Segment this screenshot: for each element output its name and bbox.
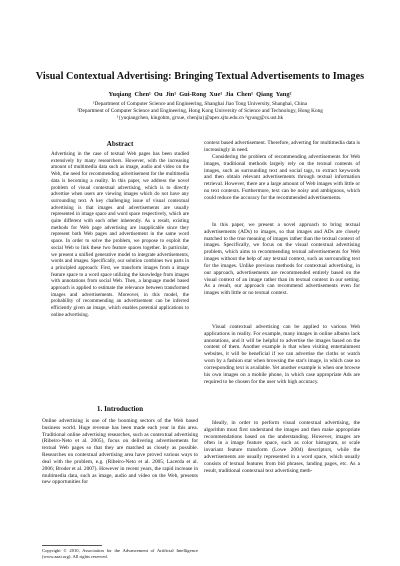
affiliation-sjtu: ¹Department of Computer Science and Engineering, Shanghai Jiao Tong University, Shanghai, China	[92, 101, 308, 107]
right-paragraph-4: Visual contextual advertising can be applied to various Web applications in reality. For example, many images in online albums lack annotations, and it will be helpful to advertise the images based on the content of them. Another example is that when visiting entertainment websites, it will be beneficial if we can advertise the cloths or watch worn by a fashion star when browsing the star's image, in which case no corresponding text is available. Yet another example is when one browse his own images on a mobile phone, in which case appropriate Ads are required to be chosen for the user with high accuracy.	[204, 324, 360, 385]
right-paragraph-2: Considering the problem of recommending advertisements for Web images, traditional methods largely rely on the textual contents of images, such as surrounding text and social tags, to extract keywords and then obtain relevant advertisements through textual information retrieval. However, there are a large amount of Web images with little or no text contexts. Furthermore, text can be noisy and ambiguous, which could reduce the accuracy for the recommended advertisements.	[204, 154, 360, 201]
author-list: Yuqiang Chen¹ Ou Jin¹ Gui-Rong Xue¹ Jia Chen¹ Qiang Yang²	[108, 91, 292, 98]
right-paragraph-3: In this paper, we present a novel approach to bring textual advertisements (ADs) to images, so that images and ADs are closely matched to the true meaning of images rather than the textual context of images. Specifically, we focus on the visual contextual advertising problem, which aims to recommending textual advertisements for Web images without the help of any textual context, such as surrounding text for the images. Unlike previous methods for contextual advertising, in our approach, advertisements are recommended entirely based on the visual context of an image rather than its textual context in our setting. As a result, our approach can recommend advertisements even for images with little or no textual context.	[204, 222, 360, 297]
right-paragraph-1: context based advertisement. Therefore, adverting for multimedia data is increasingly in need.	[204, 140, 360, 153]
footnote-rule	[42, 545, 102, 546]
abstract-text: Advertising in the case of textual Web pages has been studied extensively by many researchers. However, with the increasing amount of multimedia data such as image, audio and video on the Web, the need for recommending advertisement for the multimedia data is becoming a reality. In this paper, we address the novel problem of visual contextual advertising, which is to directly advertise when users are viewing images which do not have any surrounding text. A key challenging issue of visual contextual advertising is that images and advertisements are usually represented in image space and word space respectively, which are quite different with each other inherently. As a result, existing methods for Web page advertising are inapplicable since they represent both Web pages and advertisement in the same word space. In order to solve the problem, we propose to exploit the social Web to link these two feature spaces together. In particular, we present a unified generative model to integrate advertisements, words and images. Specifically, our solution combines two parts in a principled approach: First, we transform images from a image feature space to a word space utilizing the knowledge from images with annotations from social Web. Then, a language model based approach is applied to estimate the relevance between transformed images and advertisements. Moreover, in this model, the probability of recommending an advertisement can be inferred efficiently given an image, which enables potential applications to online advertising.	[51, 151, 189, 318]
right-paragraph-5: Ideally, in order to perform visual contextual advertising, the algorithm must first understand the images and then make appropriate recommendations based on the understanding. However, images are often in a image feature space, such as color histogram, or scale invariant feature transform (Lowe 2004) descriptors, while the advertisements are usually represented in a word space, which usually consists of textual features from bid phrases, landing pages, etc. As a result, traditional contextual text advertising meth-	[204, 420, 360, 474]
intro-heading: 1. Introduction	[96, 405, 144, 413]
author-emails: ¹{yuqiangchen, kingohm, grxue, chenjia}@apex.sjtu.edu.cn ²qyang@cs.ust.hk	[116, 115, 284, 121]
abstract-heading: Abstract	[106, 140, 134, 148]
copyright-notice: Copyright © 2010, Association for the Advancement of Artificial Intelligence (www.aaai.org). All rights reserved.	[42, 548, 198, 559]
intro-paragraph: Online advertising is one of the booming sectors of the Web based business world. Huge revenue has been made each year in this area. Traditional online advertising researches, such as contextual advertising (Ribeiro-Neto et al. 2005), focus on delivering advertisements for textual Web pages so that they are matched as closely as possible. Researches on contextual advertising area have proved various ways to deal with the problem, e.g. (Ribeiro-Neto et al. 2005; Lacerda et al. 2006; Broder et al. 2007). However in recent years, the rapid increase in multimedia data, such as image, audio and video on the Web, presents new opportunities for	[42, 418, 198, 486]
paper-title: Visual Contextual Advertising: Bringing Textual Advertisements to Images	[35, 71, 365, 82]
affiliation-hkust: ²Department of Computer Science and Engineering, Hong Kong University of Science and Technology, Hong Kong	[77, 108, 323, 114]
